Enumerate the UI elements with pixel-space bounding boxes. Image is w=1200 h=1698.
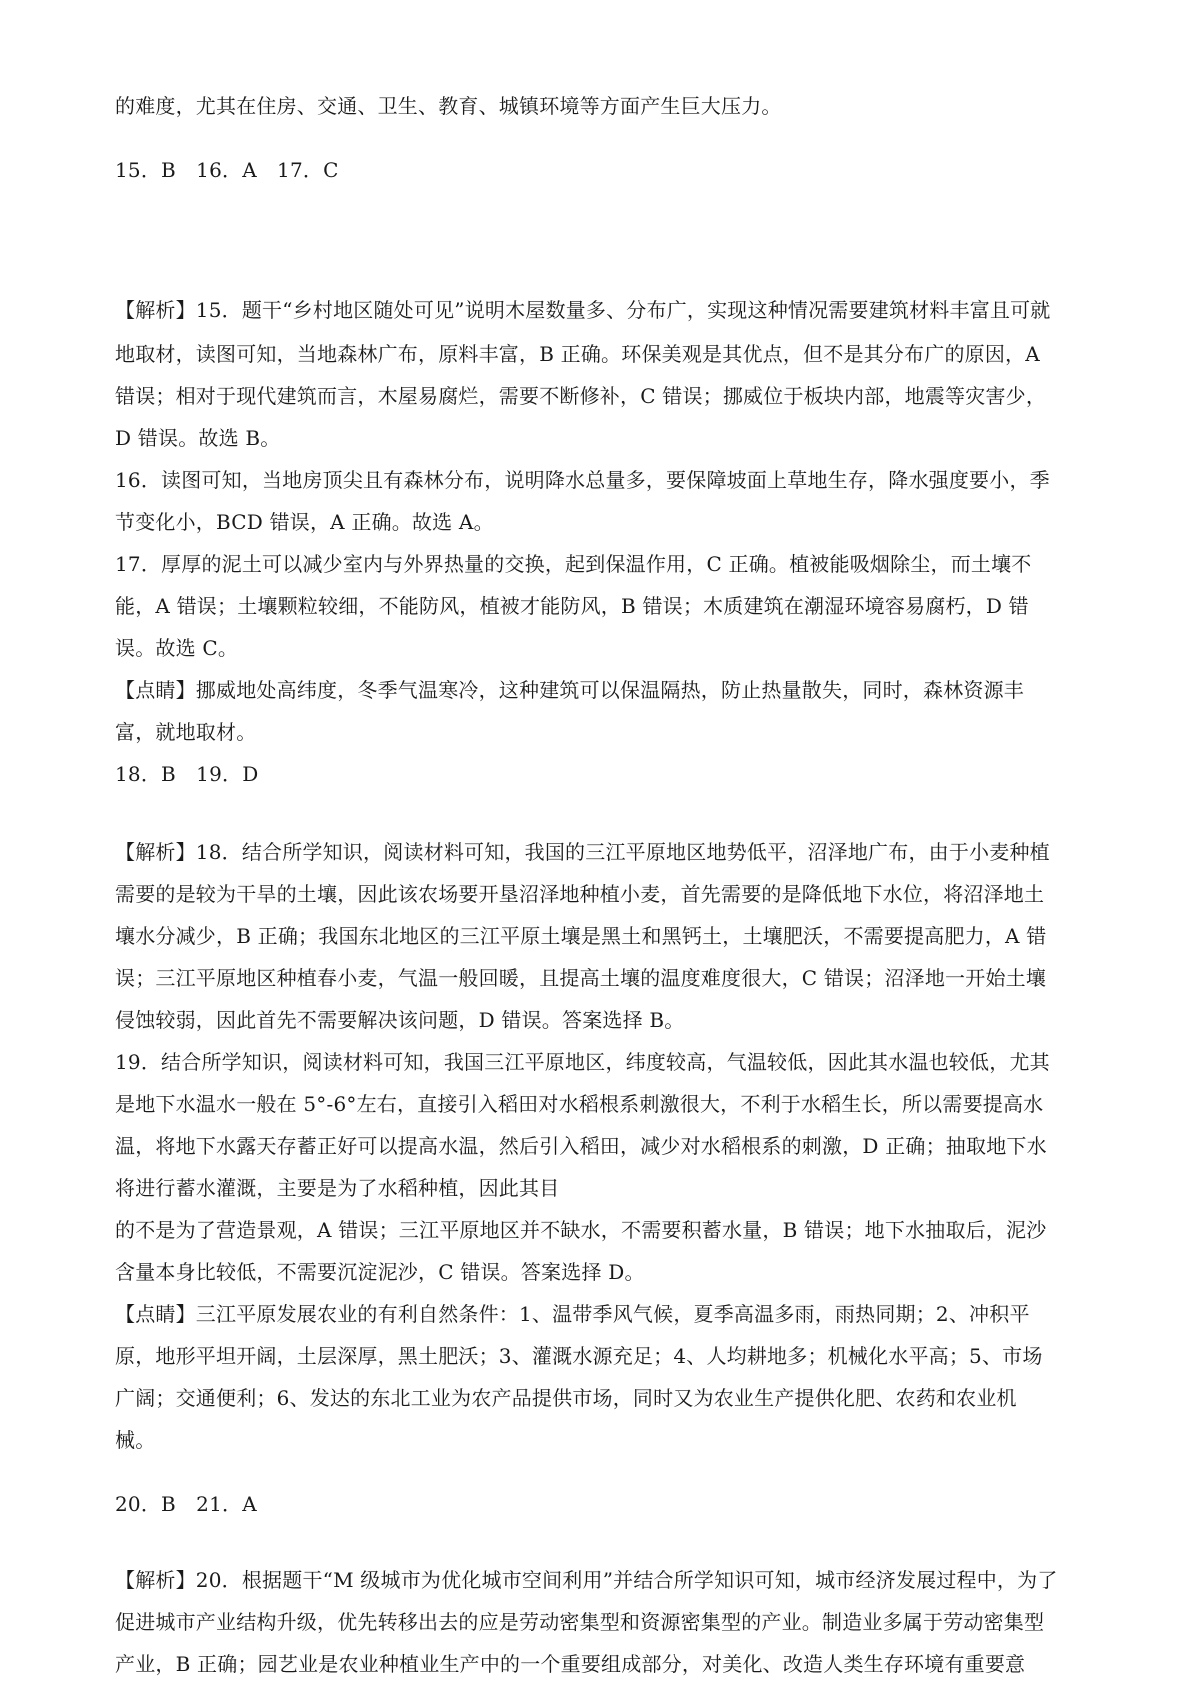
text-line: 促进城市产业结构升级，优先转移出去的应是劳动密集型和资源密集型的产业。制造业多属于劳动密集型: [115, 1610, 1045, 1634]
text-line: 地取材，读图可知，当地森林广布，原料丰富，B 正确。环保美观是其优点，但不是其分布广的原因，A: [115, 342, 1040, 366]
text-line: 的不是为了营造景观，A 错误；三江平原地区并不缺水，不需要积蓄水量，B 错误；地下水抽取后，泥沙: [115, 1218, 1047, 1242]
text-line: 侵蚀较弱，因此首先不需要解决该问题，D 错误。答案选择 B。: [115, 1008, 685, 1032]
text-line: 误。故选 C。: [115, 636, 239, 660]
answer-line: 18．B 19．D: [115, 762, 259, 786]
text-line: 将进行蓄水灌溉，主要是为了水稻种植，因此其目: [115, 1176, 560, 1200]
text-line: 富，就地取材。: [115, 720, 257, 744]
text-line: 能，A 错误；土壤颗粒较细，不能防风，植被才能防风，B 错误；木质建筑在潮湿环境容易腐朽，D 错: [115, 594, 1029, 618]
text-line: 【解析】18．结合所学知识，阅读材料可知，我国的三江平原地区地势低平，沼泽地广布，由于小麦种植: [115, 840, 1050, 864]
text-line: 误；三江平原地区种植春小麦，气温一般回暖，且提高土壤的温度难度很大，C 错误；沼泽地一开始土壤: [115, 966, 1047, 990]
answer-line: 15．B 16．A 17．C: [115, 158, 339, 182]
text-line: 17．厚厚的泥土可以减少室内与外界热量的交换，起到保温作用，C 正确。植被能吸烟除尘，而土壤不: [115, 552, 1032, 576]
text-line: 产业，B 正确；园艺业是农业种植业生产中的一个重要组成部分，对美化、改造人类生存环境有重要意: [115, 1652, 1026, 1676]
text-line: 械。: [115, 1428, 156, 1452]
text-line: 节变化小，BCD 错误，A 正确。故选 A。: [115, 510, 494, 534]
text-line: D 错误。故选 B。: [115, 426, 281, 450]
text-line: 温，将地下水露天存蓄正好可以提高水温，然后引入稻田，减少对水稻根系的刺激，D 正确；抽取地下水: [115, 1134, 1047, 1158]
text-line: 广阔；交通便利；6、发达的东北工业为农产品提供市场，同时又为农业生产提供化肥、农药和农业机: [115, 1386, 1017, 1410]
text-line: 16．读图可知，当地房顶尖且有森林分布，说明降水总量多，要保障坡面上草地生存，降水强度要小，季: [115, 468, 1050, 492]
text-line: 需要的是较为干旱的土壤，因此该农场要开垦沼泽地种植小麦，首先需要的是降低地下水位，将沼泽地土: [115, 882, 1045, 906]
text-line: 19．结合所学知识，阅读材料可知，我国三江平原地区，纬度较高，气温较低，因此其水温也较低，尤其: [115, 1050, 1050, 1074]
answer-line: 20．B 21．A: [115, 1492, 257, 1516]
text-line: 是地下水温水一般在 5°-6°左右，直接引入稻田对水稻根系刺激很大，不利于水稻生长，所以需要提高水: [115, 1092, 1044, 1116]
text-line: 的难度，尤其在住房、交通、卫生、教育、城镇环境等方面产生巨大压力。: [115, 94, 782, 118]
text-line: 【解析】20．根据题干“M 级城市为优化城市空间利用”并结合所学知识可知，城市经济发展过程中，为了: [115, 1568, 1058, 1592]
text-line: 【解析】15．题干“乡村地区随处可见”说明木屋数量多、分布广，实现这种情况需要建筑材料丰富且可就: [115, 298, 1051, 322]
text-line: 错误；相对于现代建筑而言，木屋易腐烂，需要不断修补，C 错误；挪威位于板块内部，地震等灾害少，: [115, 384, 1047, 408]
text-line: 含量本身比较低，不需要沉淀泥沙，C 错误。答案选择 D。: [115, 1260, 645, 1284]
text-line: 原，地形平坦开阔，土层深厚，黑土肥沃；3、灌溉水源充足；4、人均耕地多；机械化水平高；5、市场: [115, 1344, 1043, 1368]
text-line: 【点睛】挪威地处高纬度，冬季气温寒冷，这种建筑可以保温隔热，防止热量散失，同时，森林资源丰: [115, 678, 1024, 702]
text-line: 【点睛】三江平原发展农业的有利自然条件：1、温带季风气候，夏季高温多雨，雨热同期；2、冲积平: [115, 1302, 1030, 1326]
text-line: 壤水分减少，B 正确；我国东北地区的三江平原土壤是黑土和黑钙土，土壤肥沃，不需要提高肥力，A 错: [115, 924, 1047, 948]
